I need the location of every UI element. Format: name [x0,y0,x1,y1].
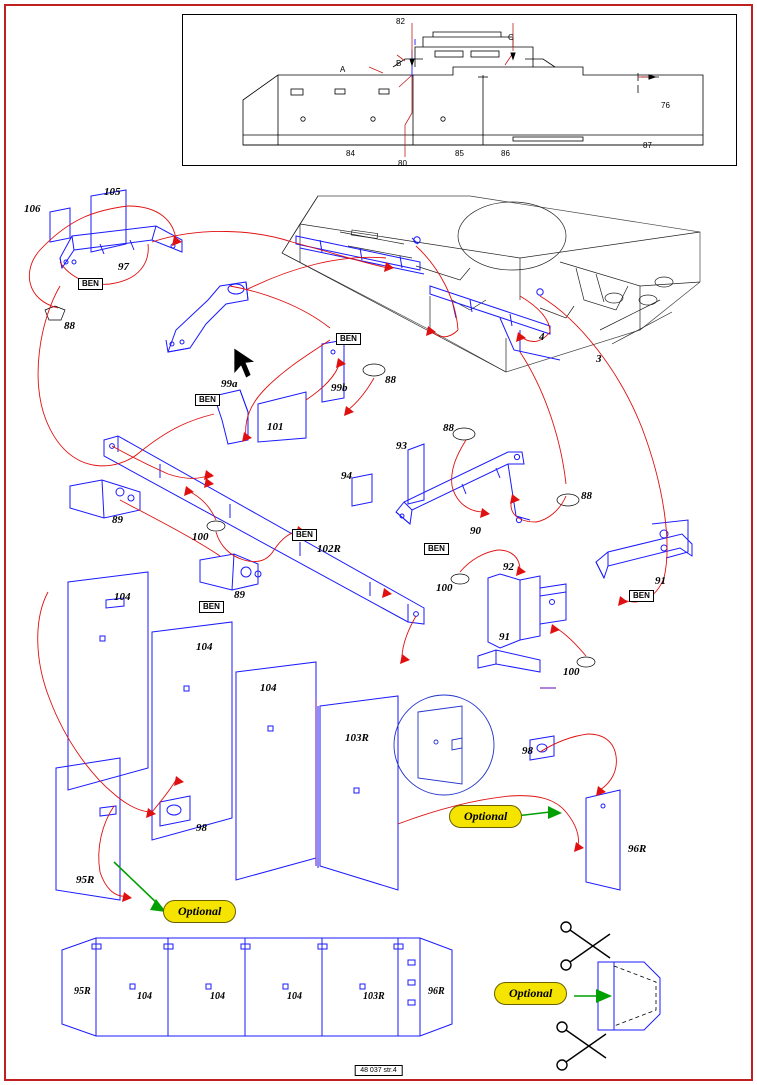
part-label-104-b: 104 [196,641,213,653]
optional-badge-3: Optional [494,982,567,1005]
part-label-100-b: 100 [436,582,453,594]
panels-104 [68,572,316,880]
strip-label-96R: 96R [428,986,445,997]
part-label-98-a: 98 [522,745,533,757]
scissors-icon-bottom [557,1022,606,1070]
part-label-88-c: 88 [443,422,454,434]
part-label-88-a: 88 [64,320,75,332]
strip-label-104-a: 104 [137,991,152,1002]
part-label-99a: 99a [221,378,238,390]
inset-callout-80: 80 [398,159,407,168]
inset-callout-85: 85 [455,149,464,158]
ben-tag-1: BEN [78,278,103,290]
inset-callout-87: 87 [643,141,652,150]
part-label-90: 90 [470,525,481,537]
part-label-89-b: 89 [234,589,245,601]
part-label-91-a: 91 [655,575,666,587]
part-label-89-a: 89 [112,514,123,526]
part-label-92: 92 [503,561,514,573]
bottom-strip-assembly [62,938,452,1036]
part-89-lower [200,554,261,590]
panel-96R [586,790,620,890]
part-91-92 [478,520,692,672]
inset-callout-84: 84 [346,149,355,158]
part-label-95R: 95R [76,874,95,886]
part-label-94: 94 [341,470,352,482]
part-label-3: 3 [596,353,602,365]
part-label-100-c: 100 [563,666,580,678]
part-label-4: 4 [539,331,545,343]
inset-callout-B: B [396,59,402,68]
ben-tag-2: BEN [336,333,361,345]
inset-callout-82: 82 [396,17,405,26]
part-label-106: 106 [24,203,41,215]
part-105-106-97 [50,190,182,268]
part-label-98-b: 98 [196,822,207,834]
ben-tag-5: BEN [424,543,449,555]
strip-label-104-c: 104 [287,991,302,1002]
part-label-93: 93 [396,440,407,452]
part-102R-rail [104,436,424,624]
strip-label-103R: 103R [363,991,385,1002]
ben-tag-3: BEN [195,394,220,406]
part-89-left [70,480,140,518]
part-label-88-d: 88 [581,490,592,502]
ben-tag-7: BEN [629,590,654,602]
part-label-99b: 99b [331,382,348,394]
part-label-104-c: 104 [260,682,277,694]
optional-badge-1: Optional [449,805,522,828]
part-label-105: 105 [104,186,121,198]
detail-circle [394,695,494,795]
inset-callout-A: A [340,65,346,74]
inset-callout-C: C [508,33,514,42]
ben-tag-4: BEN [292,529,317,541]
part-label-88-b: 88 [385,374,396,386]
scissors-icon-top [561,922,610,970]
cursor-pointer [234,348,255,378]
hull-outline [282,196,700,372]
part-label-96R: 96R [628,843,647,855]
ben-tag-6: BEN [199,601,224,613]
panel-103R [318,696,398,890]
part-label-101: 101 [267,421,284,433]
footer-code: 48 037 str.4 [354,1065,403,1076]
part-93-94-90 [352,444,530,524]
optional-badge-2: Optional [163,900,236,923]
part-label-104-a: 104 [114,591,131,603]
strip-label-95R: 95R [74,986,91,997]
part-label-103R: 103R [345,732,369,744]
part-label-100-a: 100 [192,531,209,543]
inset-callout-86: 86 [501,149,510,158]
strip-label-104-b: 104 [210,991,225,1002]
part-label-97: 97 [118,261,129,273]
part-label-102R: 102R [317,543,341,555]
inset-callout-76: 76 [661,101,670,110]
part-label-91-b: 91 [499,631,510,643]
part-bracket-mid [166,282,248,352]
